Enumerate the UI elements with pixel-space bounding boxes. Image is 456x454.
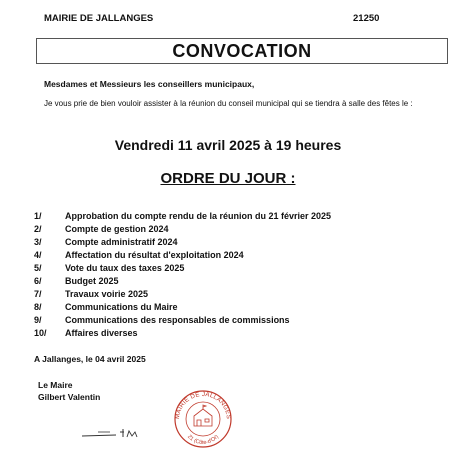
agenda-item-text: Travaux voirie 2025 [65, 289, 149, 299]
place-date: A Jallanges, le 04 avril 2025 [34, 354, 146, 364]
agenda-item-number: 9/ [34, 315, 42, 325]
stamp-text: MAIRIE DE JALLANGES [173, 390, 233, 420]
agenda-item-text: Communications des responsables de commissions [65, 315, 290, 325]
agenda-item-number: 1/ [34, 211, 42, 221]
signatory-role: Le Maire [38, 380, 73, 390]
signature [80, 423, 160, 443]
agenda-item [34, 263, 185, 273]
agenda-item-text: Communications du Maire [65, 302, 178, 312]
page-title: CONVOCATION [36, 38, 448, 64]
agenda-item [34, 328, 138, 338]
building-icon [194, 405, 212, 426]
agenda-item-number: 4/ [34, 250, 42, 260]
agenda-item-number: 10/ [34, 328, 47, 338]
agenda-item-number: 7/ [34, 289, 42, 299]
postal-code: 21250 [353, 13, 380, 24]
agenda-item-text: Vote du taux des taxes 2025 [65, 263, 185, 273]
agenda-item [34, 224, 169, 234]
agenda-item [34, 250, 244, 260]
agenda-item [34, 289, 149, 299]
agenda-item [34, 211, 332, 221]
agenda-item-number: 5/ [34, 263, 42, 273]
agenda-item [34, 237, 178, 247]
town-hall-stamp [170, 388, 236, 448]
agenda-item-text: Affaires diverses [65, 328, 138, 338]
signatory-name: Gilbert Valentin [38, 392, 101, 402]
agenda-item-text: Approbation du compte rendu de la réunion du 21 février 2025 [65, 211, 332, 221]
agenda-item-text: Compte administratif 2024 [65, 237, 178, 247]
salutation: Mesdames et Messieurs les conseillers municipaux, [44, 79, 255, 89]
agenda-item-number: 8/ [34, 302, 42, 312]
agenda-item-text: Compte de gestion 2024 [65, 224, 169, 234]
organization-name: MAIRIE DE JALLANGES [44, 13, 154, 24]
agenda-item-text: Budget 2025 [65, 276, 119, 286]
agenda-item [34, 276, 119, 286]
agenda-item [34, 315, 290, 325]
agenda-item-text: Affectation du résultat d'exploitation 2024 [65, 250, 244, 260]
agenda-item [34, 302, 178, 312]
agenda-item-number: 3/ [34, 237, 42, 247]
agenda-item-number: 2/ [34, 224, 42, 234]
agenda-title: ORDRE DU JOUR : [160, 170, 296, 187]
meeting-date: Vendredi 11 avril 2025 à 19 heures [114, 137, 342, 153]
intro-text: Je vous prie de bien vouloir assister à la réunion du conseil municipal qui se tiendra à salle des fêtes le : [44, 99, 413, 108]
agenda-item-number: 6/ [34, 276, 42, 286]
stamp-code: 21 (Côte-d'Or) [186, 433, 220, 447]
